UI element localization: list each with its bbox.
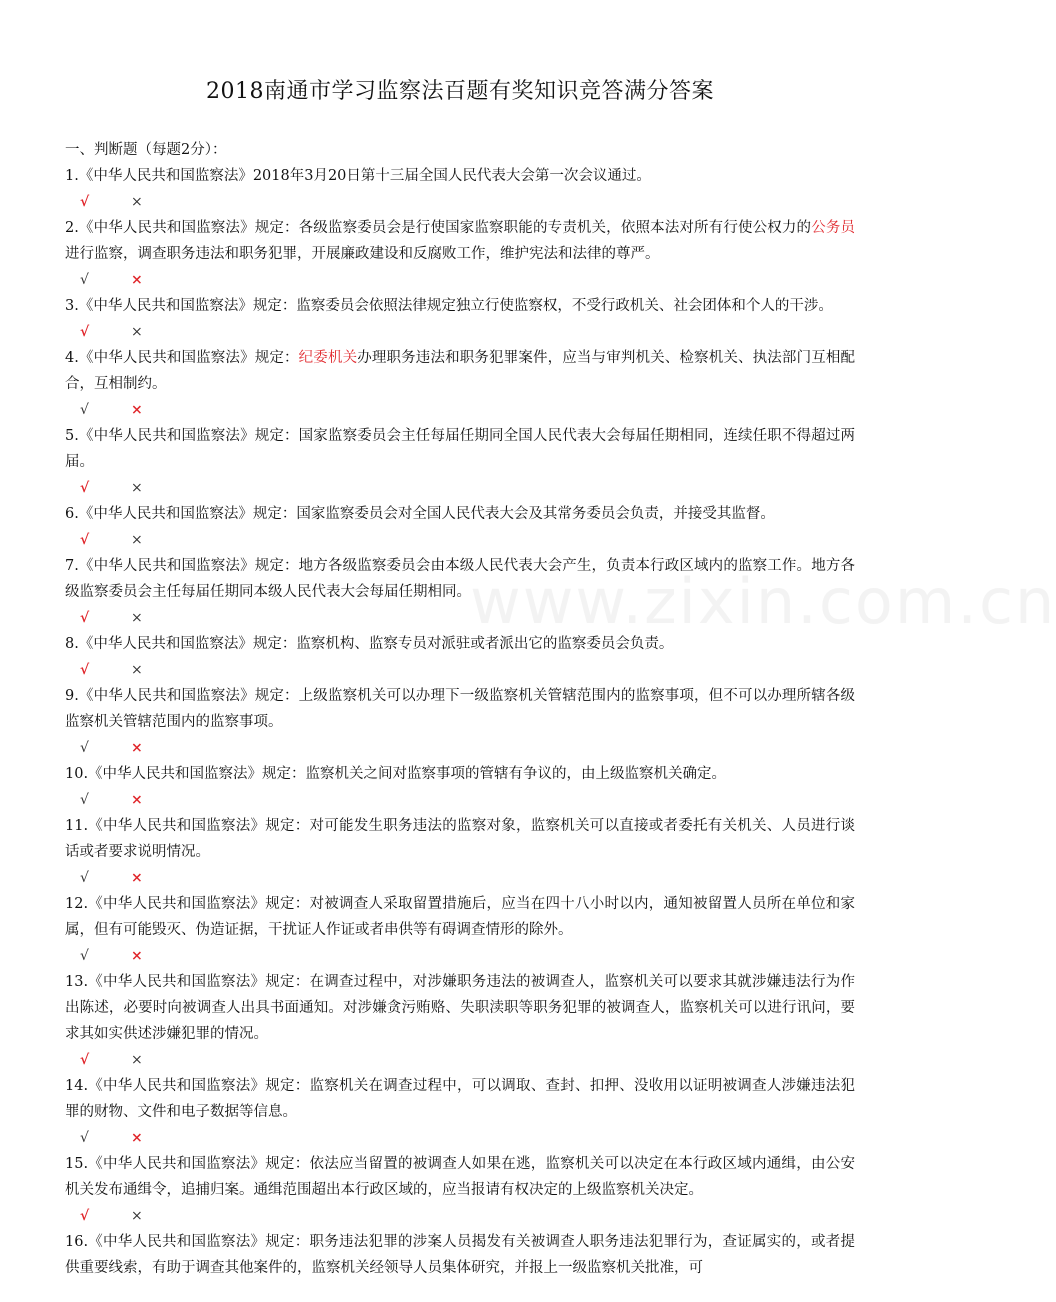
question-text-segment: 10.《中华人民共和国监察法》规定：监察机关之间对监察事项的管辖有争议的，由上级监察机关确定。 — [65, 766, 727, 782]
cross-mark-icon: × — [131, 610, 143, 626]
check-mark-icon: √ — [80, 1208, 90, 1224]
question-text — [65, 423, 855, 475]
question-text-segment: 12.《中华人民共和国监察法》规定：对被调查人采取留置措施后，应当在四十八小时以内，通知被留置人员所在单位和家属，但有可能毁灭、伪造证据，干扰证人作证或者串供等有碍调查情形的除外。 — [65, 896, 855, 938]
question-item — [65, 163, 855, 215]
answer-options — [65, 1125, 855, 1151]
cross-mark-icon: × — [131, 662, 143, 678]
question-text — [65, 969, 855, 1047]
cross-mark-icon: × — [131, 194, 143, 210]
check-mark-icon: √ — [80, 402, 89, 418]
question-item — [65, 683, 855, 761]
question-text-segment: 14.《中华人民共和国监察法》规定：监察机关在调查过程中，可以调取、查封、扣押、没收用以证明被调查人涉嫌违法犯罪的财物、文件和电子数据等信息。 — [65, 1078, 855, 1120]
question-text — [65, 891, 855, 943]
question-text — [65, 683, 855, 735]
check-mark-icon: √ — [80, 324, 90, 340]
check-mark-icon: √ — [80, 610, 90, 626]
check-mark-icon: √ — [80, 662, 90, 678]
cross-mark-icon: × — [131, 272, 143, 288]
answer-options — [65, 605, 855, 631]
question-text — [65, 345, 855, 397]
question-text-segment: 9.《中华人民共和国监察法》规定：上级监察机关可以办理下一级监察机关管辖范围内的监察事项，但不可以办理所辖各级监察机关管辖范围内的监察事项。 — [65, 688, 855, 730]
answer-options — [65, 787, 855, 813]
watermark: www.zixin.com.cn — [470, 565, 1056, 638]
question-text-segment: 15.《中华人民共和国监察法》规定：依法应当留置的被调查人如果在逃，监察机关可以决定在本行政区域内通缉，由公安机关发布通缉令，追捕归案。通缉范围超出本行政区域的，应当报请有权决定的上级监察机关决定。 — [65, 1156, 855, 1198]
answer-options — [65, 267, 855, 293]
question-text-segment: 4.《中华人民共和国监察法》规定： — [65, 350, 299, 366]
question-item — [65, 761, 855, 813]
question-item — [65, 345, 855, 423]
question-text-segment: 16.《中华人民共和国监察法》规定：职务违法犯罪的涉案人员揭发有关被调查人职务违法犯罪行为，查证属实的，或者提供重要线索，有助于调查其他案件的，监察机关经领导人员集体研究，并报上一级监察机关批准，可 — [65, 1234, 855, 1276]
question-text-segment: 1.《中华人民共和国监察法》2018年3月20日第十三届全国人民代表大会第一次会议通过。 — [65, 168, 651, 184]
check-mark-icon: √ — [80, 480, 90, 496]
cross-mark-icon: × — [131, 948, 143, 964]
question-text-segment: 8.《中华人民共和国监察法》规定：监察机构、监察专员对派驻或者派出它的监察委员会负责。 — [65, 636, 674, 652]
cross-mark-icon: × — [131, 740, 143, 756]
cross-mark-icon: × — [131, 532, 143, 548]
document-body — [65, 137, 855, 1281]
answer-options — [65, 735, 855, 761]
answer-options — [65, 657, 855, 683]
check-mark-icon: √ — [80, 194, 90, 210]
check-mark-icon: √ — [80, 532, 90, 548]
answer-options — [65, 865, 855, 891]
question-text-segment: 2.《中华人民共和国监察法》规定：各级监察委员会是行使国家监察职能的专责机关，依照本法对所有行使公权力的 — [65, 220, 812, 236]
question-list — [65, 163, 855, 1281]
question-text — [65, 553, 855, 605]
question-text-segment: 办理职务违法和职务犯罪案件，应当与审判机关、检察机关、执法部门互相配合，互相制约。 — [65, 350, 855, 392]
question-text — [65, 1073, 855, 1125]
question-item — [65, 631, 855, 683]
question-item — [65, 1073, 855, 1151]
page-title: 2018南通市学习监察法百题有奖知识竞答满分答案 — [206, 79, 714, 104]
cross-mark-icon: × — [131, 324, 143, 340]
check-mark-icon: √ — [80, 948, 89, 964]
question-text-segment: 13.《中华人民共和国监察法》规定：在调查过程中，对涉嫌职务违法的被调查人，监察机关可以要求其就涉嫌违法行为作出陈述，必要时向被调查人出具书面通知。对涉嫌贪污贿赂、失职渎职等职务犯罪的被调查人，监察机关可以进行讯问，要求其如实供述涉嫌犯罪的情况。 — [65, 974, 855, 1042]
answer-options — [65, 319, 855, 345]
highlighted-term: 纪委机关 — [298, 350, 358, 366]
question-text-segment: 7.《中华人民共和国监察法》规定：地方各级监察委员会由本级人民代表大会产生，负责本行政区域内的监察工作。地方各级监察委员会主任每届任期同本级人民代表大会每届任期相同。 — [65, 558, 855, 600]
section-heading: 一、判断题（每题2分）： — [65, 142, 227, 158]
answer-options — [65, 527, 855, 553]
question-text — [65, 1229, 855, 1281]
question-text-segment: 进行监察，调查职务违法和职务犯罪，开展廉政建设和反腐败工作，维护宪法和法律的尊严。 — [65, 246, 660, 262]
question-item — [65, 423, 855, 501]
question-text-segment: 6.《中华人民共和国监察法》规定：国家监察委员会对全国人民代表大会及其常务委员会负责，并接受其监督。 — [65, 506, 775, 522]
question-text-segment: 3.《中华人民共和国监察法》规定：监察委员会依照法律规定独立行使监察权，不受行政机关、社会团体和个人的干涉。 — [65, 298, 833, 314]
question-text — [65, 163, 855, 189]
question-text — [65, 501, 855, 527]
cross-mark-icon: × — [131, 1208, 143, 1224]
answer-options — [65, 475, 855, 501]
question-text — [65, 293, 855, 319]
check-mark-icon: √ — [80, 740, 89, 756]
question-item — [65, 891, 855, 969]
check-mark-icon: √ — [80, 1130, 89, 1146]
cross-mark-icon: × — [131, 1052, 143, 1068]
cross-mark-icon: × — [131, 480, 143, 496]
cross-mark-icon: × — [131, 792, 143, 808]
question-text — [65, 1151, 855, 1203]
check-mark-icon: √ — [80, 792, 89, 808]
answer-options — [65, 943, 855, 969]
answer-options — [65, 189, 855, 215]
answer-options — [65, 1047, 855, 1073]
check-mark-icon: √ — [80, 1052, 90, 1068]
question-item — [65, 813, 855, 891]
cross-mark-icon: × — [131, 870, 143, 886]
question-item — [65, 553, 855, 631]
question-text-segment: 5.《中华人民共和国监察法》规定：国家监察委员会主任每届任期同全国人民代表大会每届任期相同，连续任职不得超过两届。 — [65, 428, 855, 470]
question-item — [65, 293, 855, 345]
highlighted-term: 公务员 — [811, 220, 855, 236]
question-item — [65, 1229, 855, 1281]
question-text-segment: 11.《中华人民共和国监察法》规定：对可能发生职务违法的监察对象，监察机关可以直接或者委托有关机关、人员进行谈话或者要求说明情况。 — [65, 818, 855, 860]
check-mark-icon: √ — [80, 272, 89, 288]
cross-mark-icon: × — [131, 402, 143, 418]
question-text — [65, 761, 855, 787]
question-item — [65, 969, 855, 1073]
check-mark-icon: √ — [80, 870, 89, 886]
answer-options — [65, 397, 855, 423]
cross-mark-icon: × — [131, 1130, 143, 1146]
question-item — [65, 215, 855, 293]
question-text — [65, 631, 855, 657]
question-text — [65, 813, 855, 865]
question-item — [65, 1151, 855, 1229]
answer-options — [65, 1203, 855, 1229]
question-item — [65, 501, 855, 553]
question-text — [65, 215, 855, 267]
